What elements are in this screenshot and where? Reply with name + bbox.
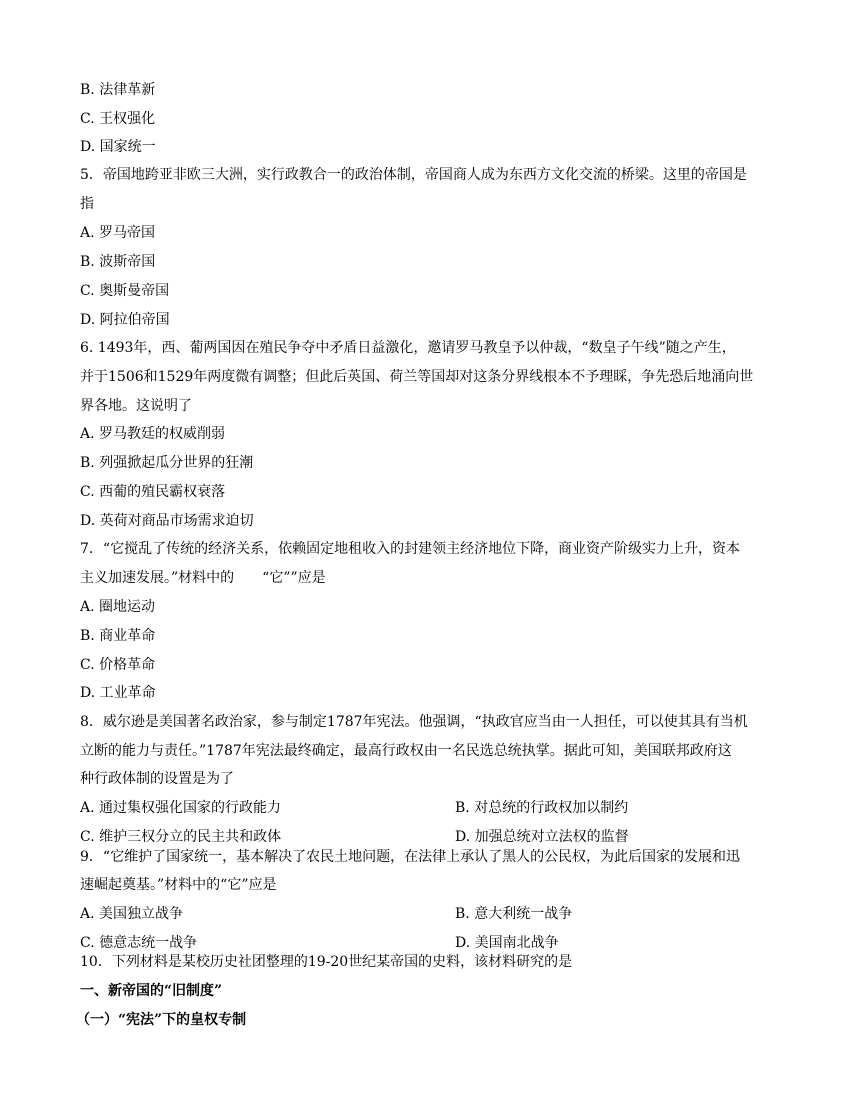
q8-option-a: A. 通过集权强化国家的行政能力 xyxy=(80,800,282,816)
option-b-prev: B. 法律革新 xyxy=(80,82,156,98)
section-heading-2: （一）“宪法”下的皇权专制 xyxy=(76,1012,247,1028)
q9-option-d: D. 美国南北战争 xyxy=(455,935,559,951)
q8-option-b: B. 对总统的行政权加以制约 xyxy=(455,800,629,816)
q5-option-b: B. 波斯帝国 xyxy=(80,254,156,270)
q9-option-b: B. 意大利统一战争 xyxy=(455,906,573,922)
q8-stem-line3: 种行政体制的设置是为了 xyxy=(80,771,234,787)
q9-option-c: C. 德意志统一战争 xyxy=(80,935,198,951)
q5-stem-line2: 指 xyxy=(80,196,94,212)
q9-stem-line2: 速崛起奠基。”材料中的“它”应是 xyxy=(80,877,277,893)
q9-stem-line1: 9．“它维护了国家统一，基本解决了农民土地问题，在法律上承认了黑人的公民权，为此后国家的发展和迅 xyxy=(80,849,741,865)
q8-stem-line1: 8．威尔逊是美国著名政治家，参与制定1787年宪法。他强调，“执政官应当由一人担任，可以使其具有当机 xyxy=(80,714,748,730)
q6-stem-line1: 6. 1493年，西、葡两国因在殖民争夺中矛盾日益激化，邀请罗马教皇予以仲裁，“数皇子午线”随之产生， xyxy=(80,340,736,356)
q6-option-c: C. 西葡的殖民霸权衰落 xyxy=(80,484,226,500)
q6-option-d: D. 英荷对商品市场需求迫切 xyxy=(80,513,254,529)
option-d-prev: D. 国家统一 xyxy=(80,139,156,155)
q7-option-a: A. 圈地运动 xyxy=(80,599,156,615)
q8-stem-line2: 立断的能力与责任。”1787年宪法最终确定，最高行政权由一名民选总统执掌。据此可知，美国联邦政府这 xyxy=(80,743,732,759)
q7-stem-line2: 主义加速发展。”材料中的 “它””应是 xyxy=(80,570,326,586)
q8-option-c: C. 维护三权分立的民主共和政体 xyxy=(80,829,282,845)
q8-option-d: D. 加强总统对立法权的监督 xyxy=(455,829,629,845)
q7-option-c: C. 价格革命 xyxy=(80,657,156,673)
q6-option-b: B. 列强掀起瓜分世界的狂潮 xyxy=(80,455,254,471)
section-heading-1: 一、新帝国的“旧制度” xyxy=(80,983,223,999)
q6-stem-line2: 并于1506和1529年两度微有调整；但此后英国、荷兰等国却对这条分界线根本不予理睬，争先恐后地涌向世 xyxy=(80,369,754,385)
q7-option-d: D. 工业革命 xyxy=(80,685,156,701)
option-c-prev: C. 王权强化 xyxy=(80,111,156,127)
q5-option-c: C. 奥斯曼帝国 xyxy=(80,283,170,299)
q5-stem-line1: 5．帝国地跨亚非欧三大洲，实行政教合一的政治体制，帝国商人成为东西方文化交流的桥梁。这里的帝国是 xyxy=(80,167,747,183)
q10-stem-line1: 10．下列材料是某校历史社团整理的19-20世纪某帝国的史料，该材料研究的是 xyxy=(80,954,573,970)
q7-option-b: B. 商业革命 xyxy=(80,628,156,644)
q5-option-d: D. 阿拉伯帝国 xyxy=(80,312,170,328)
q5-option-a: A. 罗马帝国 xyxy=(80,225,156,241)
q6-option-a: A. 罗马教廷的权威削弱 xyxy=(80,426,226,442)
q6-stem-line3: 界各地。这说明了 xyxy=(80,398,192,414)
q9-option-a: A. 美国独立战争 xyxy=(80,906,184,922)
q7-stem-line1: 7．“它搅乱了传统的经济关系，依赖固定地租收入的封建领主经济地位下降，商业资产阶级实力上升，资本 xyxy=(80,541,741,557)
